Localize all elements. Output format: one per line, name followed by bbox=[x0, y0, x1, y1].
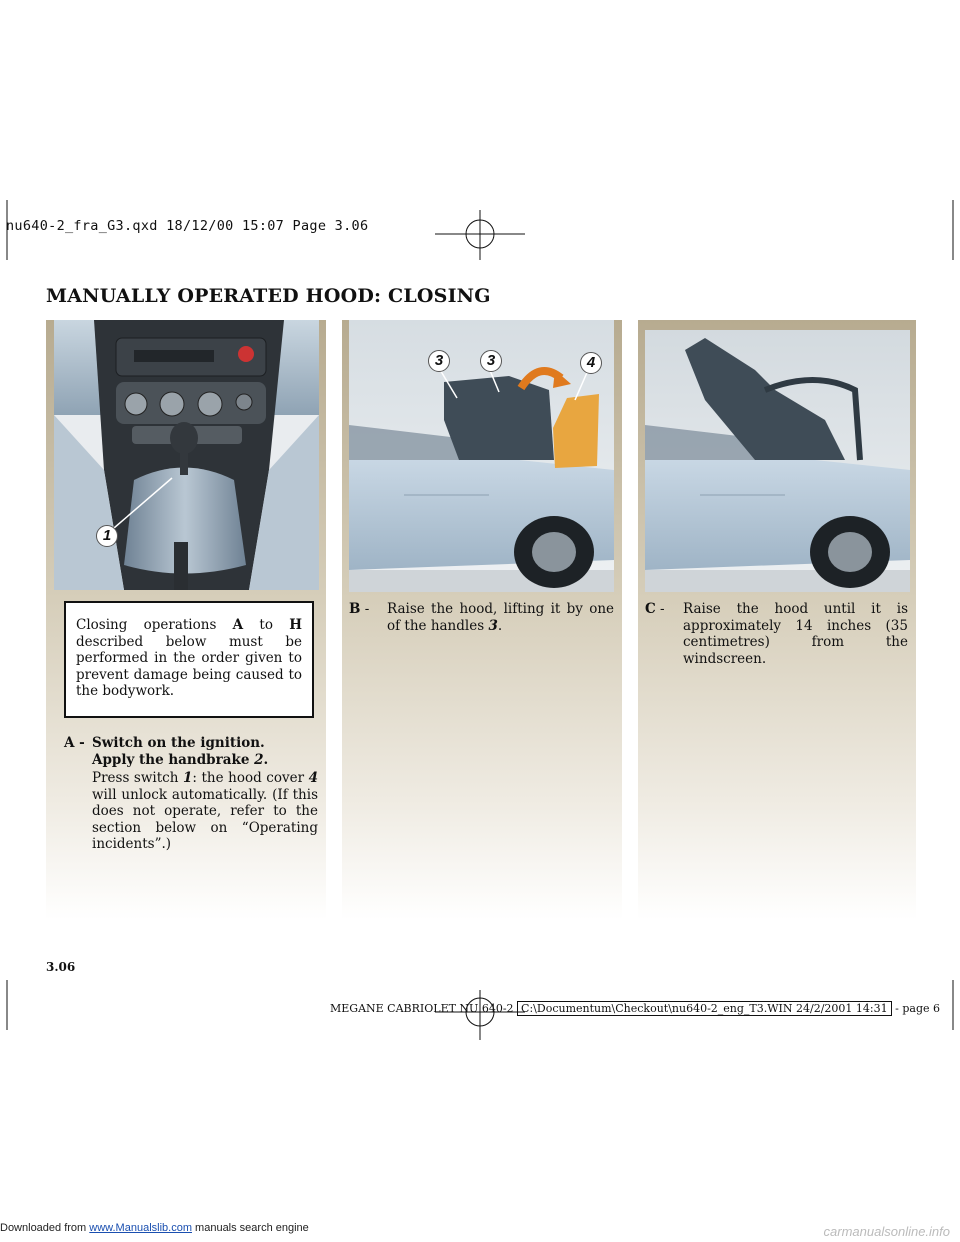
step-a bbox=[64, 735, 318, 853]
page-title: MANUALLY OPERATED HOOD: CLOSING bbox=[46, 285, 491, 307]
callout-cover-4: 4 bbox=[580, 352, 602, 374]
footer-file-path: C:\Documentum\Checkout\nu640-2_eng_T3.WIN 24/2/2001 14:31 bbox=[517, 1001, 892, 1016]
step-c-text: Raise the hood until it is approximately 14 inches (35 centimetres) from the windscreen. bbox=[683, 601, 908, 667]
note-step-a: A bbox=[232, 617, 244, 633]
page-number: 3.06 bbox=[46, 960, 76, 974]
registration-mark-bottom bbox=[435, 990, 525, 1040]
step-a-line3: Press switch 1: the hood cover 4 will unlock automatically. (If this does not operate, refer to the section below on “Operating incidents”.) bbox=[92, 770, 319, 852]
registration-mark-top bbox=[435, 210, 525, 260]
note-text-to: to bbox=[259, 617, 273, 633]
crop-mark-left-bottom bbox=[0, 980, 14, 1030]
warning-note-box bbox=[64, 601, 314, 718]
callout-handle-3b: 3 bbox=[480, 350, 502, 372]
download-bar: Downloaded from www.Manualslib.com manuals search engine bbox=[0, 1222, 309, 1234]
dashboard-photo bbox=[54, 320, 319, 590]
hood-raised-photo bbox=[645, 330, 910, 592]
crop-mark-right-bottom bbox=[946, 980, 960, 1030]
watermark: carmanualsonline.info bbox=[823, 1224, 950, 1239]
step-a-letter: A - bbox=[64, 735, 85, 751]
step-c: C - Raise the hood until it is approximately 14 inches (35 centimetres) from the windscreen. bbox=[645, 601, 908, 667]
step-a-line2: Apply the handbrake 2. bbox=[92, 751, 269, 768]
step-c-letter: C bbox=[645, 601, 656, 617]
note-text-rest: described below must be performed in the order given to prevent damage being caused to the bodywork. bbox=[76, 633, 302, 699]
crop-mark-right-top bbox=[946, 200, 960, 260]
callout-handle-3a: 3 bbox=[428, 350, 450, 372]
note-text-intro: Closing operations bbox=[76, 617, 217, 633]
callout-switch-1: 1 bbox=[96, 525, 118, 547]
step-b-letter: B bbox=[349, 601, 361, 617]
file-slug: nu640-2_fra_G3.qxd 18/12/00 15:07 Page 3.06 bbox=[6, 218, 369, 234]
step-a-line1: Switch on the ignition. bbox=[92, 735, 265, 751]
step-b: B - Raise the hood, lifting it by one of the handles 3. bbox=[349, 601, 614, 634]
footer-line: MEGANE CABRIOLET NU 640-2 C:\Documentum\Checkout\nu640-2_eng_T3.WIN 24/2/2001 14:31 - page 6 bbox=[330, 1002, 940, 1015]
manualslib-link[interactable]: www.Manualslib.com bbox=[89, 1222, 192, 1234]
step-b-text: Raise the hood, lifting it by one of the handles bbox=[387, 601, 614, 634]
step-b-handle-number: 3 bbox=[488, 617, 498, 634]
note-step-h: H bbox=[289, 617, 302, 633]
